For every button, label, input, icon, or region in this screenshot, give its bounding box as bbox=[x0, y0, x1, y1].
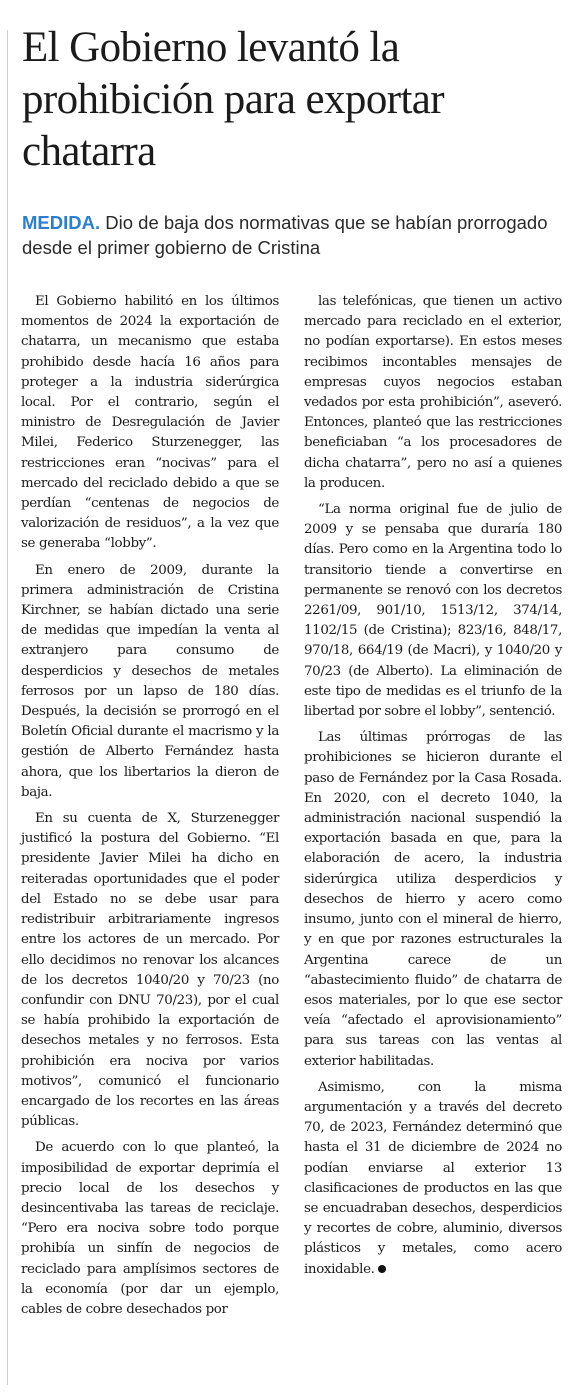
article-column-right bbox=[304, 292, 562, 1286]
paragraph-last bbox=[304, 1078, 562, 1280]
deck-kicker: MEDIDA. bbox=[22, 212, 101, 233]
deck-text: Dio de baja dos normativas que se habían prorrogado desde el primer gobierno de Cristina bbox=[22, 212, 548, 258]
paragraph-last-text: Asimismo, con la misma argumentación y a través del decreto 70, de 2023, Fernández determinó que hasta el 31 de diciembre de 2024 no podían enviarse al exterior 13 clasificaciones de productos en las que se encuadraban desechos, desperdicios y recortes de cobre, aluminio, diversos plásticos y metales, como acero inoxidable. bbox=[304, 1079, 562, 1277]
paragraph: De acuerdo con lo que planteó, la imposibilidad de exportar deprimía el precio local de los desechos y desincentivaba las tareas de reciclaje. “Pero era nociva sobre todo porque prohibía un sinfín de negocios de reciclado para amplísimos sectores de la economía (por dar un ejemplo, cables de cobre desechados por bbox=[21, 1140, 279, 1317]
paragraph: En enero de 2009, durante la primera administración de Cristina Kirchner, se habían dictado una serie de medidas que impedían la venta al extranjero para consumo de desperdicios y desechos de metales ferrosos por un lapso de 180 días. Después, la decisión se prorrogó en el Boletín Oficial durante el macrismo y la gestión de Alberto Fernández hasta ahora, que los libertarios la dieron de baja. bbox=[21, 562, 279, 800]
article-headline: El Gobierno levantó la prohibición para exportar chatarra bbox=[22, 24, 444, 175]
end-of-article-dot-icon bbox=[378, 1265, 386, 1273]
paragraph: “La norma original fue de julio de 2009 y se pensaba que duraría 180 días. Pero como en la Argentina todo lo transitorio tiende a convertirse en permanente se renovó con los decretos 2261/09, 901/10, 1513/12, 374/14, 1102/15 (de Cristina); 823/16, 848/17, 970/18, 664/19 (de Macri), y 1040/20 y 70/23 (de Alberto). La eliminación de este tipo de medidas es el triunfo de la libertad por sobre el lobby”, sentenció. bbox=[304, 502, 562, 720]
article-column-left bbox=[21, 292, 279, 1326]
paragraph: El Gobierno habilitó en los últimos momentos de 2024 la exportación de chatarra, un mecanismo que estaba prohibido desde hacía 16 años para proteger a la industria siderúrgica local. Por el contrario, según el ministro de Desregulación de Javier Milei, Federico Sturzenegger, las restricciones eran “nocivas” para el mercado del reciclado debido a que se perdían “centenas de negocios de valorización de residuos”, a la vez que se generaba “lobby”. bbox=[21, 294, 279, 552]
paragraph: Las últimas prórrogas de las prohibiciones se hicieron durante el paso de Fernández por la Casa Rosada. En 2020, con el decreto 1040, la administración nacional suspendió la exportación basada en que, para la elaboración de acero, la industria siderúrgica utiliza desperdicios y desechos de hierro y acero como insumo, junto con el mineral de hierro, y en que por razones estructurales la Argentina carece de un “abastecimiento fluido” de chatarra de esos materiales, por lo que ese sector veía “afectado el aprovisionamiento” para sus tareas con las ventas al exterior habilitadas. bbox=[304, 730, 562, 1069]
paragraph: las telefónicas, que tienen un activo mercado para reciclado en el exterior, no podían exportarse). En estos meses recibimos incontables mensajes de empresas cuyos negocios estaban vedados por esta prohibición”, aseveró. Entonces, planteó que las restricciones beneficiaban “a los procesadores de dicha chatarra”, pero no así a quienes la producen. bbox=[304, 294, 562, 491]
left-margin-rule bbox=[7, 30, 8, 1385]
article-deck bbox=[22, 210, 577, 260]
paragraph: En su cuenta de X, Sturzenegger justificó la postura del Gobierno. “El presidente Javier Milei ha dicho en reiteradas oportunidades que el poder del Estado no se debe usar para redistribuir arbitrariamente ingresos entre los actores de un mercado. Por ello decidimos no renovar los alcances de los decretos 1040/20 y 70/23 (no confundir con DNU 70/23), por el cual se había prohibido la exportación de desechos metales y no ferrosos. Esta prohibición era nociva por varios motivos”, comunicó el funcionario encargado de los recortes en las áreas públicas. bbox=[21, 811, 279, 1130]
